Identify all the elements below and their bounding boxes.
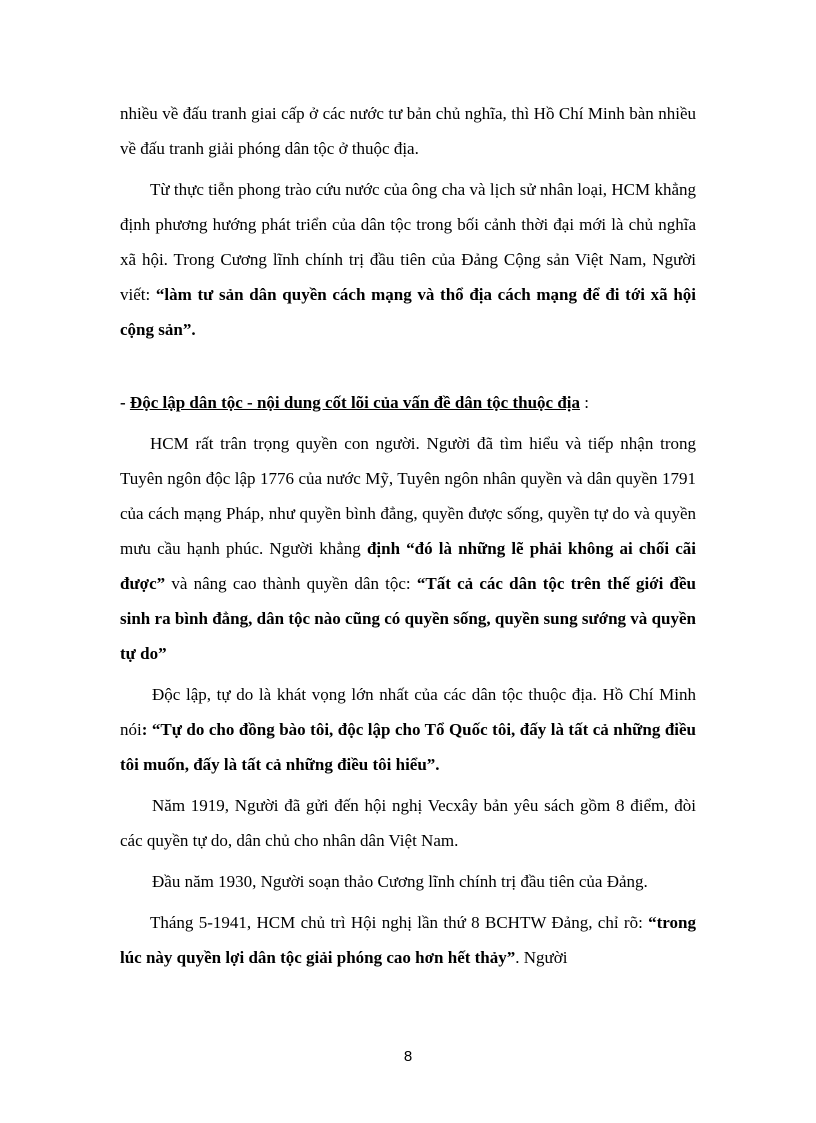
paragraph-2-text: Từ thực tiễn phong trào cứu nước của ông cha và lịch sử nhân loại, HCM khẳng định phương hướng phát triển của dân tộc trong bối cảnh thời đại mới là chủ nghĩa xã hội. Trong Cương lĩnh chính trị đầu tiên của Đảng Cộng sản Việt Nam, Người viết: [120,180,696,304]
paragraph-7-quote: “trong lúc này quyền lợi dân tộc giải phóng cao hơn hết thảy” [120,913,696,967]
paragraph-7 [120,905,696,975]
paragraph-3-quote-1: định “đó là những lẽ phải không ai chối cãi được” [120,539,697,593]
page-number: 8 [403,1048,413,1065]
paragraph-6 [120,864,696,899]
paragraph-5-text: Năm 1919, Người đã gửi đến hội nghị Vecxây bản yêu sách gồm 8 điểm, đòi các quyền tự do, dân chủ cho nhân dân Việt Nam. [120,796,696,850]
paragraph-3-quote-2: “Tất cả các dân tộc trên thế giới đều sinh ra bình đẳng, dân tộc nào cũng có quyền sống, quyền sung sướng và quyền tự do” [120,574,696,663]
paragraph-6-text: Đầu năm 1930, Người soạn thảo Cương lĩnh chính trị đầu tiên của Đảng. [152,872,648,891]
paragraph-2 [120,172,696,347]
heading-bullet: - [120,393,130,412]
heading-colon: : [580,393,589,412]
paragraph-4-text: Độc lập, tự do là khát vọng lớn nhất của các dân tộc thuộc địa. Hồ Chí Minh nói [120,685,696,739]
paragraph-1-text: nhiều về đấu tranh giai cấp ở các nước tư bản chủ nghĩa, thì Hồ Chí Minh bàn nhiều về đấu tranh giải phóng dân tộc ở thuộc địa. [120,104,696,158]
paragraph-7-text: Tháng 5-1941, HCM chủ trì Hội nghị lần thứ 8 BCHTW Đảng, chỉ rõ: [150,913,649,932]
section-heading [120,385,696,420]
paragraph-3-text-1: HCM rất trân trọng quyền con người. Người đã tìm hiểu và tiếp nhận trong Tuyên ngôn độc lập 1776 của nước Mỹ, Tuyên ngôn nhân quyền và dân quyền 1791 của cách mạng Pháp, như quyền bình đẳng, quyền được sống, quyền tự do và quyền mưu cầu hạnh phúc. Người khẳng [120,434,696,558]
paragraph-7-text-2: . Người [515,948,568,967]
paragraph-3-text-2: và nâng cao thành quyền dân tộc: [165,574,417,593]
paragraph-3 [120,426,696,671]
paragraph-4-quote: : “Tự do cho đồng bào tôi, độc lập cho Tổ Quốc tôi, đấy là tất cả những điều tôi muốn, đấy là tất cả những điều tôi hiểu”. [120,720,696,774]
paragraph-4 [120,677,696,782]
paragraph-2-quote: “làm tư sản dân quyền cách mạng và thổ địa cách mạng để đi tới xã hội cộng sản”. [120,285,697,339]
paragraph-5 [120,788,696,858]
heading-title: Độc lập dân tộc - nội dung cốt lõi của vấn đề dân tộc thuộc địa [129,393,581,412]
document-page [120,96,696,981]
paragraph-1 [120,96,696,166]
